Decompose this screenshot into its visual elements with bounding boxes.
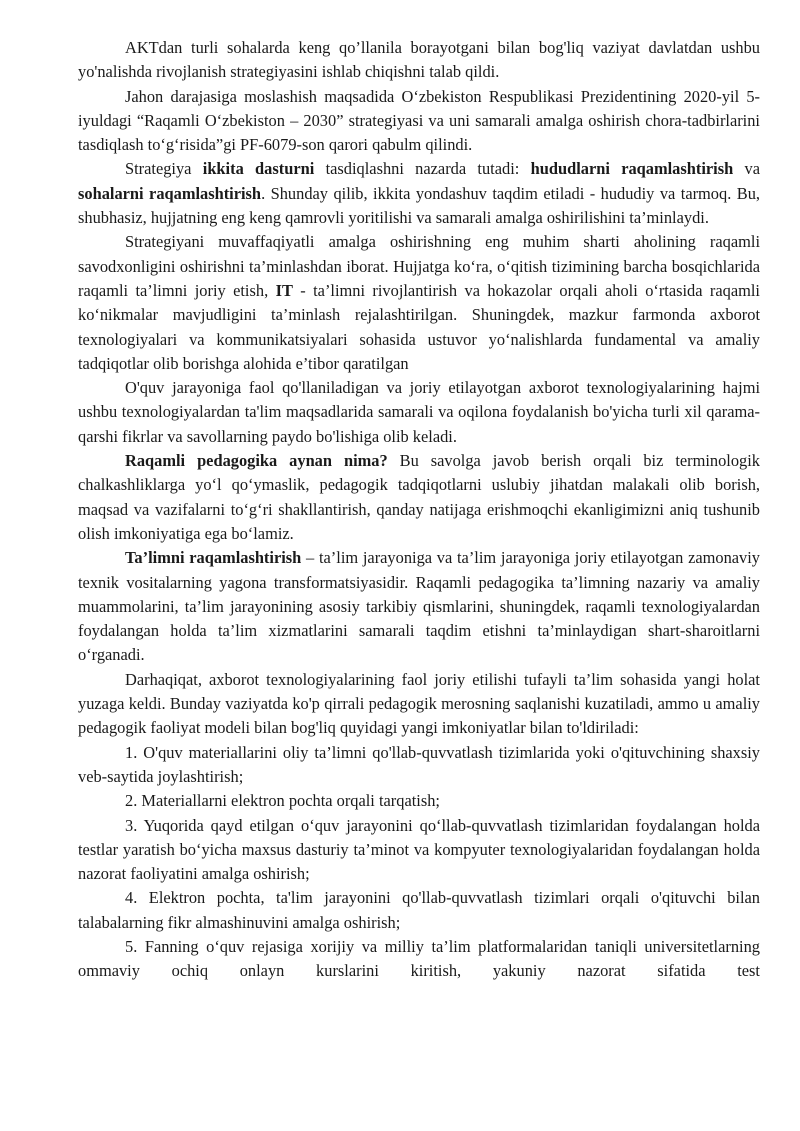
bold-text: sohalarni raqamlashtirish	[78, 183, 262, 203]
paragraph	[78, 157, 760, 230]
text-run: tasdiqlashni nazarda tutadi:	[314, 159, 531, 179]
bold-text: Ta’limni raqamlashtirish	[125, 548, 302, 568]
text-run: Darhaqiqat, axborot texnologiyalarining faol joriy etilishi tufayli ta’lim sohasida yangi holat yuzaga keldi. Bunday vaziyatda ko'p qirrali pedagogik merosning saqlanishi kuzatiladi, ammo u amaliy pedagogik faoliyat modeli bilan bog'liq quyidagi yangi imkoniyatlar bilan to'ldiriladi:	[78, 669, 760, 738]
text-run: Strategiya	[125, 159, 203, 179]
paragraph	[78, 85, 760, 158]
paragraph	[78, 741, 760, 790]
bold-text: hududlarni raqamlashtirish	[530, 159, 734, 179]
paragraph	[78, 230, 760, 376]
bold-text: IT	[275, 280, 293, 300]
text-run: 1. O'quv materiallarini oliy ta’limni qo'llab-quvvatlash tizimlarida yoki o'qituvchining shaxsiy veb-saytida joylashtirish;	[78, 742, 760, 786]
paragraph	[78, 449, 760, 546]
paragraph	[78, 935, 760, 984]
text-run: Jahon darajasiga moslashish maqsadida O‘zbekiston Respublikasi Prezidentining 2020-yil 5-iyuldagi “Raqamli O‘zbekiston – 2030” strategiyasi va uni samarali amalga oshirish chora-tadbirlarini tasdiqlash to‘g‘risida”gi PF-6079-son qarori qabulm qilindi.	[78, 86, 760, 155]
text-run: Strategiyani muvaffaqiyatli amalga oshirishning eng muhim sharti aholining raqamli savodxonligini oshirishni ta’minlashdan iborat. Hujjatga ko‘ra, o‘qitish tizimining barcha bosqichlarida raqamli ta’limni joriy etish,	[78, 232, 760, 300]
paragraph	[78, 789, 760, 813]
paragraph	[78, 668, 760, 741]
text-run: O'quv jarayoniga faol qo'llaniladigan va joriy etilayotgan axborot texnologiyalarining hajmi ushbu texnologiyalardan ta'lim maqsadlarida samarali va oqilona foydalanish bo'yicha turli xil qarama-qarshi fikrlar va savollarning paydo bo'lishiga olib keladi.	[78, 378, 760, 446]
text-run: 2. Materiallarni elektron pochta orqali tarqatish;	[125, 791, 440, 811]
text-run: - ta’limni rivojlantirish va hokazolar orqali aholi o‘rtasida raqamli ko‘nikmalar mavjudligini ta’minlash rejalashtirilgan. Shuningdek, mazkur farmonda axborot texnologiyalari va kommunikatsiyalari sohasida ustuvor yo‘nalishlarda fundamental va amaliy tadqiqotlar olib borishga alohida e’tibor qaratilgan	[78, 280, 760, 373]
text-run: 5. Fanning o‘quv rejasiga xorijiy va milliy ta’lim platformalaridan taniqli universitetlarning ommaviy ochiq onlayn kurslarini kiritish, yakuniy nazorat sifatida test	[78, 936, 760, 981]
text-run: – ta’lim jarayoniga va ta’lim jarayoniga joriy etilayotgan zamonaviy texnik vositalarning yagona transformatsiyasidir. Raqamli pedagogika ta’limning nazariy va amaliy muammolarini, ta’lim jarayonining asosiy tarkibiy qismlarini, shuningdek, raqamli texnologiyalardan foydalangan holda ta’lim xizmatlarini samarali taqdim etishni ta’minlaydigan shart-sharoitlarni o‘rganadi.	[78, 548, 760, 665]
text-run: va	[733, 159, 760, 179]
text-run: Bu savolga javob berish orqali biz terminologik chalkashliklarga yo‘l qo‘ymaslik, pedagogik tadqiqotlarni uslubiy jihatdan malakali olib borish, maqsad va vazifalarni to‘g‘ri shakllantirish, qanday natijaga erishmoqchi ekanligimizni aniq tushunib olish imkoniyatiga ega bo‘lamiz.	[78, 451, 760, 543]
bold-text: ikkita dasturni	[202, 159, 315, 179]
text-run: 4. Elektron pochta, ta'lim jarayonini qo'llab-quvvatlash tizimlari orqali o'qituvchi bilan talabalarning fikr almashinuvini amalga oshirish;	[78, 888, 760, 932]
paragraph	[78, 814, 760, 887]
text-run: AKTdan turli sohalarda keng qo’llanila borayotgani bilan bog'liq vaziyat davlatdan ushbu yo'nalishda rivojlanish strategiyasini ishlab chiqishni talab qildi.	[78, 38, 760, 82]
text-run: . Shunday qilib, ikkita yondashuv taqdim etiladi - hududiy va tarmoq. Bu, shubhasiz, hujjatning eng keng qamrovli yoritilishi va samarali amalga oshirilishini ta’minlaydi.	[78, 183, 760, 228]
text-run: 3. Yuqorida qayd etilgan o‘quv jarayonini qo‘llab-quvvatlash tizimlaridan foydalangan holda testlar yaratish bo‘yicha maxsus dasturiy ta’minot va kompyuter texnologiyalaridan foydalangan holda nazorat faoliyatini amalga oshirish;	[78, 815, 760, 884]
paragraph	[78, 36, 760, 85]
paragraph	[78, 546, 760, 667]
bold-text: Raqamli pedagogika aynan nima?	[125, 451, 388, 471]
paragraph	[78, 886, 760, 935]
paragraph	[78, 376, 760, 449]
